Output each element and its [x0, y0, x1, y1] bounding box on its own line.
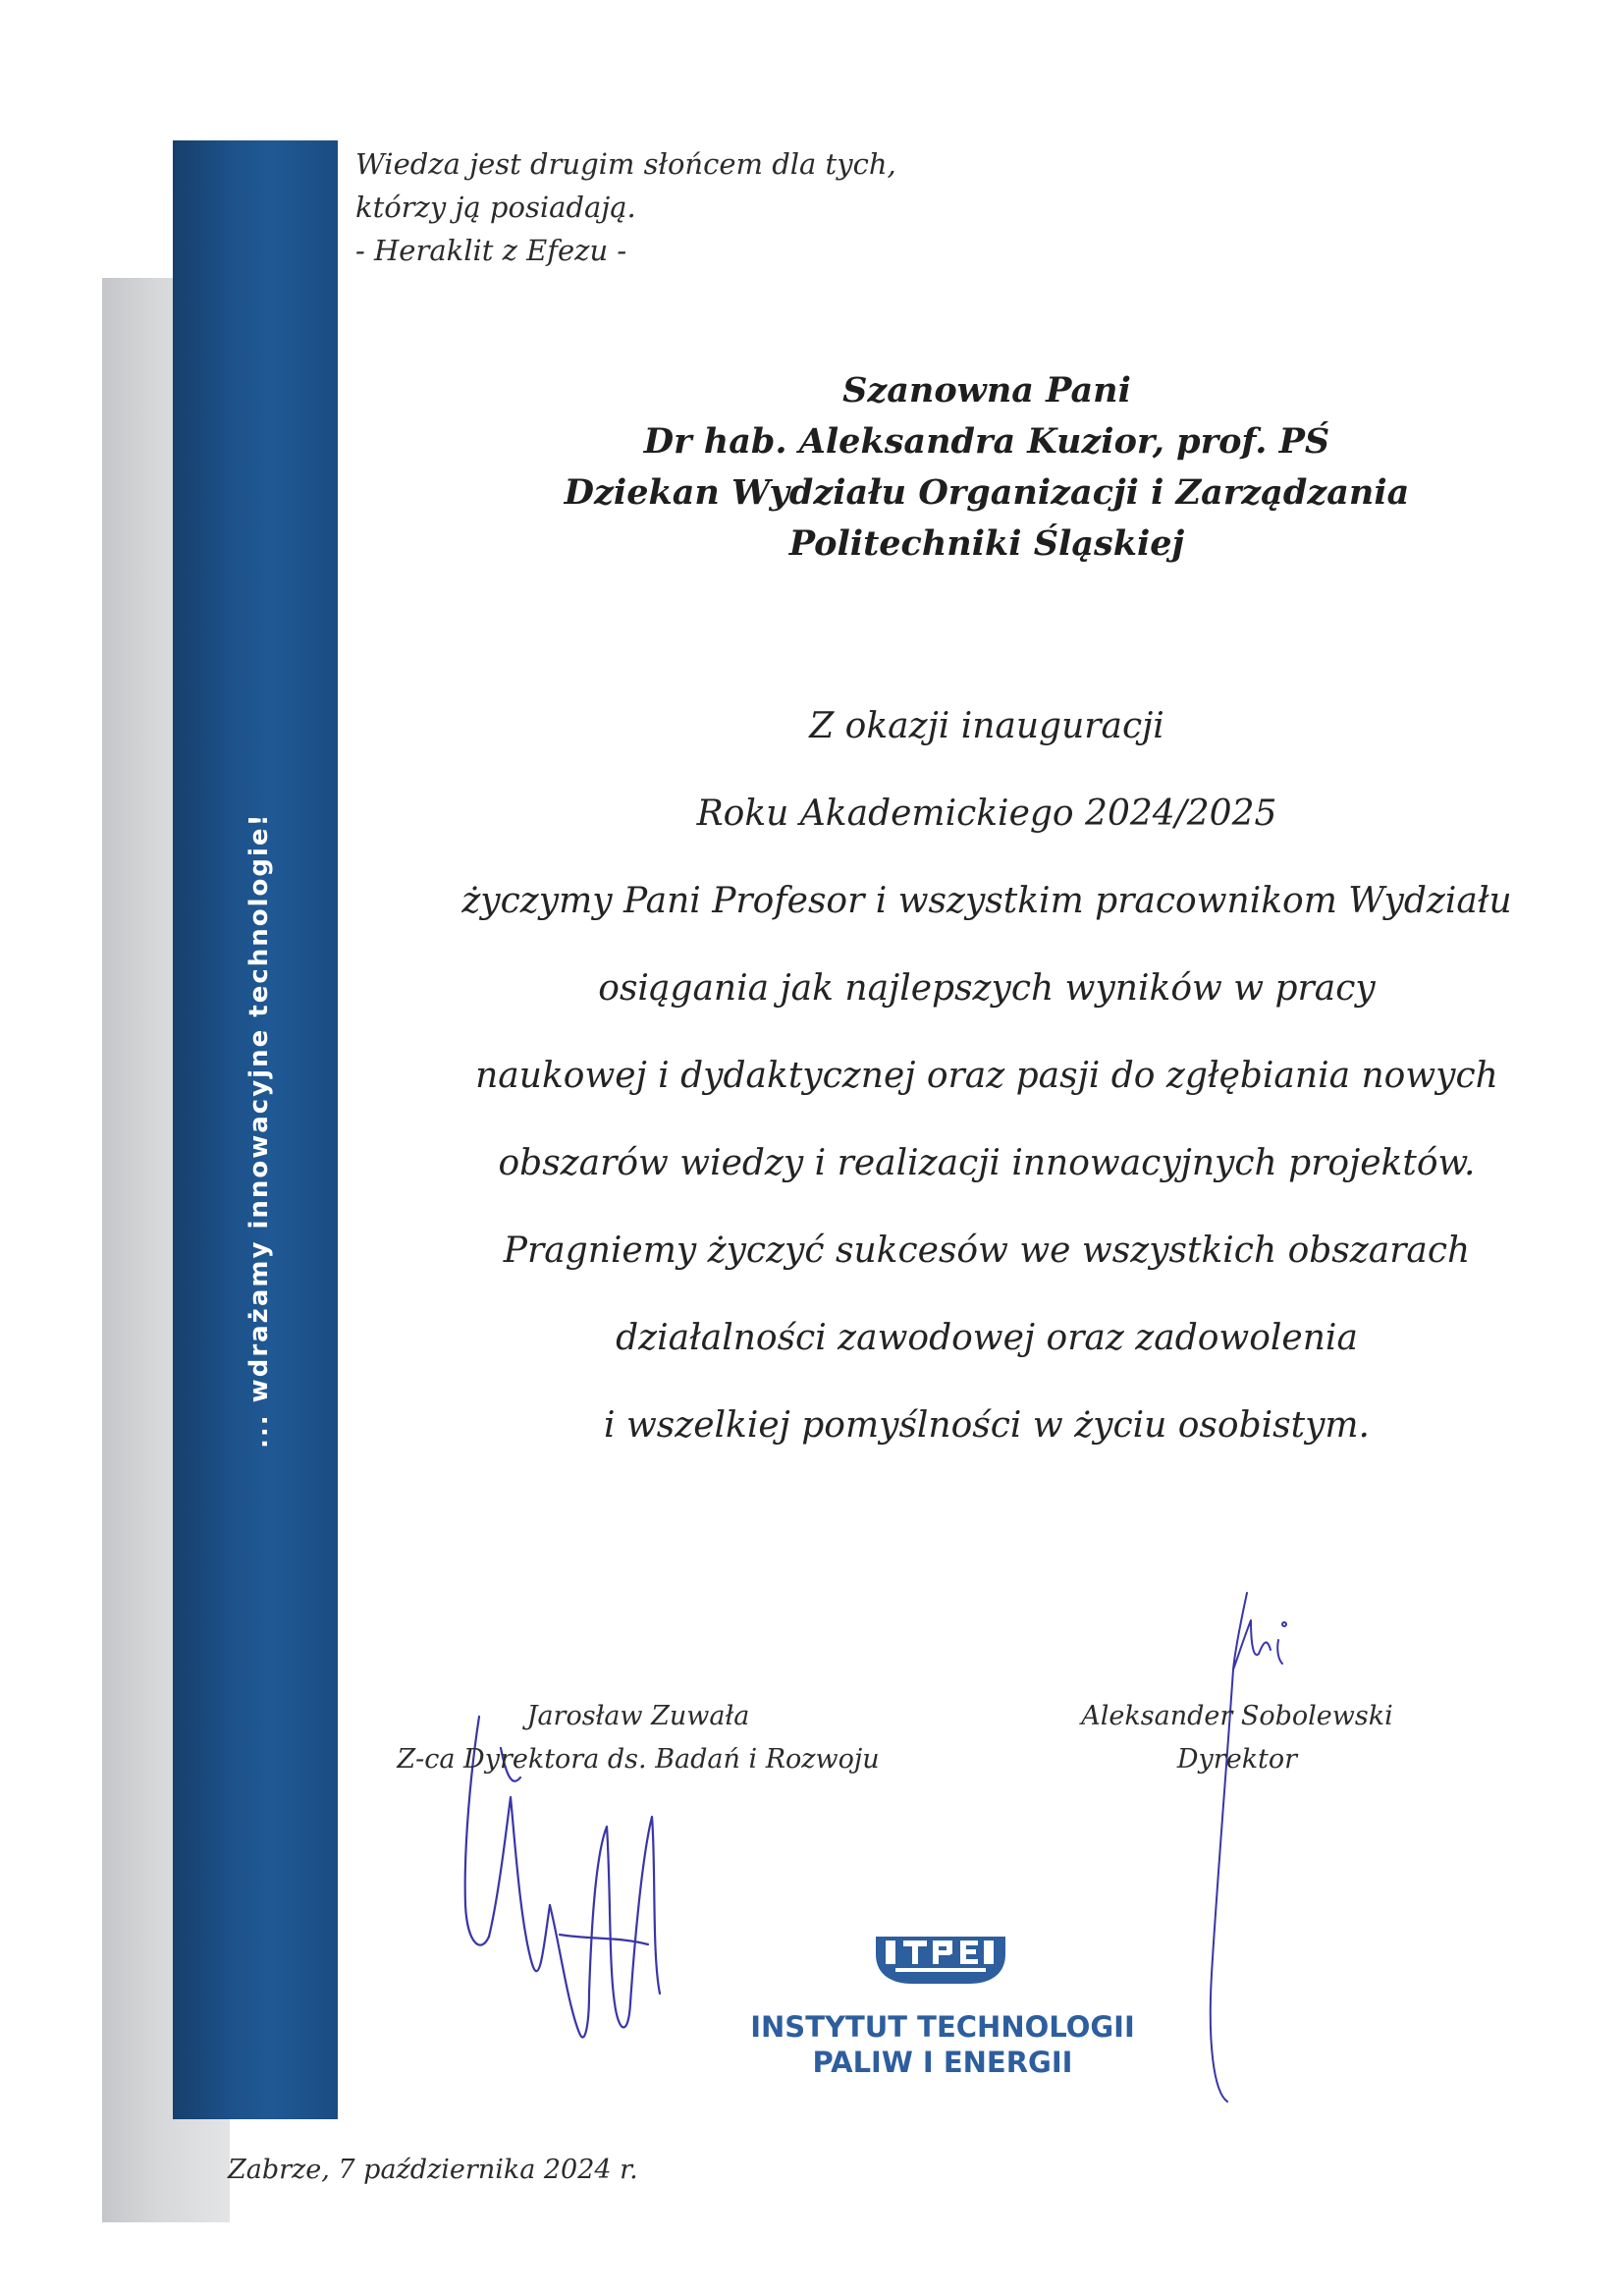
body-line: działalności zawodowej oraz zadowolenia [616, 1318, 1358, 1358]
addressee-institution: Politechniki Śląskiej [788, 523, 1185, 564]
itpe-logo-icon [872, 1933, 1009, 1988]
signatory-right-title: Dyrektor [1176, 1744, 1298, 1775]
handwritten-signature-right [1168, 1581, 1316, 2111]
quote-line: którzy ją posiadają. [355, 191, 636, 224]
signatory-right-name: Aleksander Sobolewski [1081, 1701, 1393, 1731]
signatory-right [1060, 1695, 1414, 1781]
signatory-left-title: Z-ca Dyrektora ds. Badań i Rozwoju [397, 1744, 880, 1775]
itpe-logo-text [707, 2009, 1178, 2080]
signatory-left [373, 1695, 903, 1781]
addressee-block [422, 365, 1551, 570]
body-line: osiągania jak najlepszych wyników w pracy [598, 968, 1376, 1009]
body-line: Pragniemy życzyć sukcesów we wszystkich obszarach [503, 1230, 1471, 1271]
addressee-position: Dziekan Wydziału Organizacji i Zarządzania [564, 472, 1410, 513]
logo-line-1: INSTYTUT TECHNOLOGII [750, 2010, 1135, 2044]
place-and-date: Zabrze, 7 października 2024 r. [228, 2155, 638, 2185]
body-line: Z okazji inauguracji [809, 706, 1164, 746]
salutation: Szanowna Pani [842, 370, 1131, 410]
sidebar-slogan: ... wdrażamy innowacyjne technologie! [244, 812, 274, 1449]
letter-body [383, 683, 1591, 1469]
logo-line-2: PALIW I ENERGII [812, 2046, 1073, 2079]
body-line: obszarów wiedzy i realizacji innowacyjnych projektów. [498, 1143, 1476, 1183]
body-line: i wszelkiej pomyślności w życiu osobistym. [603, 1405, 1370, 1446]
quote-author: - Heraklit z Efezu - [355, 234, 627, 267]
body-line: Roku Akademickiego 2024/2025 [696, 793, 1277, 834]
quote-line: Wiedza jest drugim słońcem dla tych, [355, 147, 896, 181]
body-line: życzymy Pani Profesor i wszystkim pracownikom Wydziału [461, 881, 1512, 921]
body-line: naukowej i dydaktycznej oraz pasji do zgłębiania nowych [475, 1056, 1498, 1096]
motto-quote [355, 142, 896, 272]
signatory-left-name: Jarosław Zuwała [526, 1701, 750, 1731]
addressee-name: Dr hab. Aleksandra Kuzior, prof. PŚ [643, 421, 1330, 462]
